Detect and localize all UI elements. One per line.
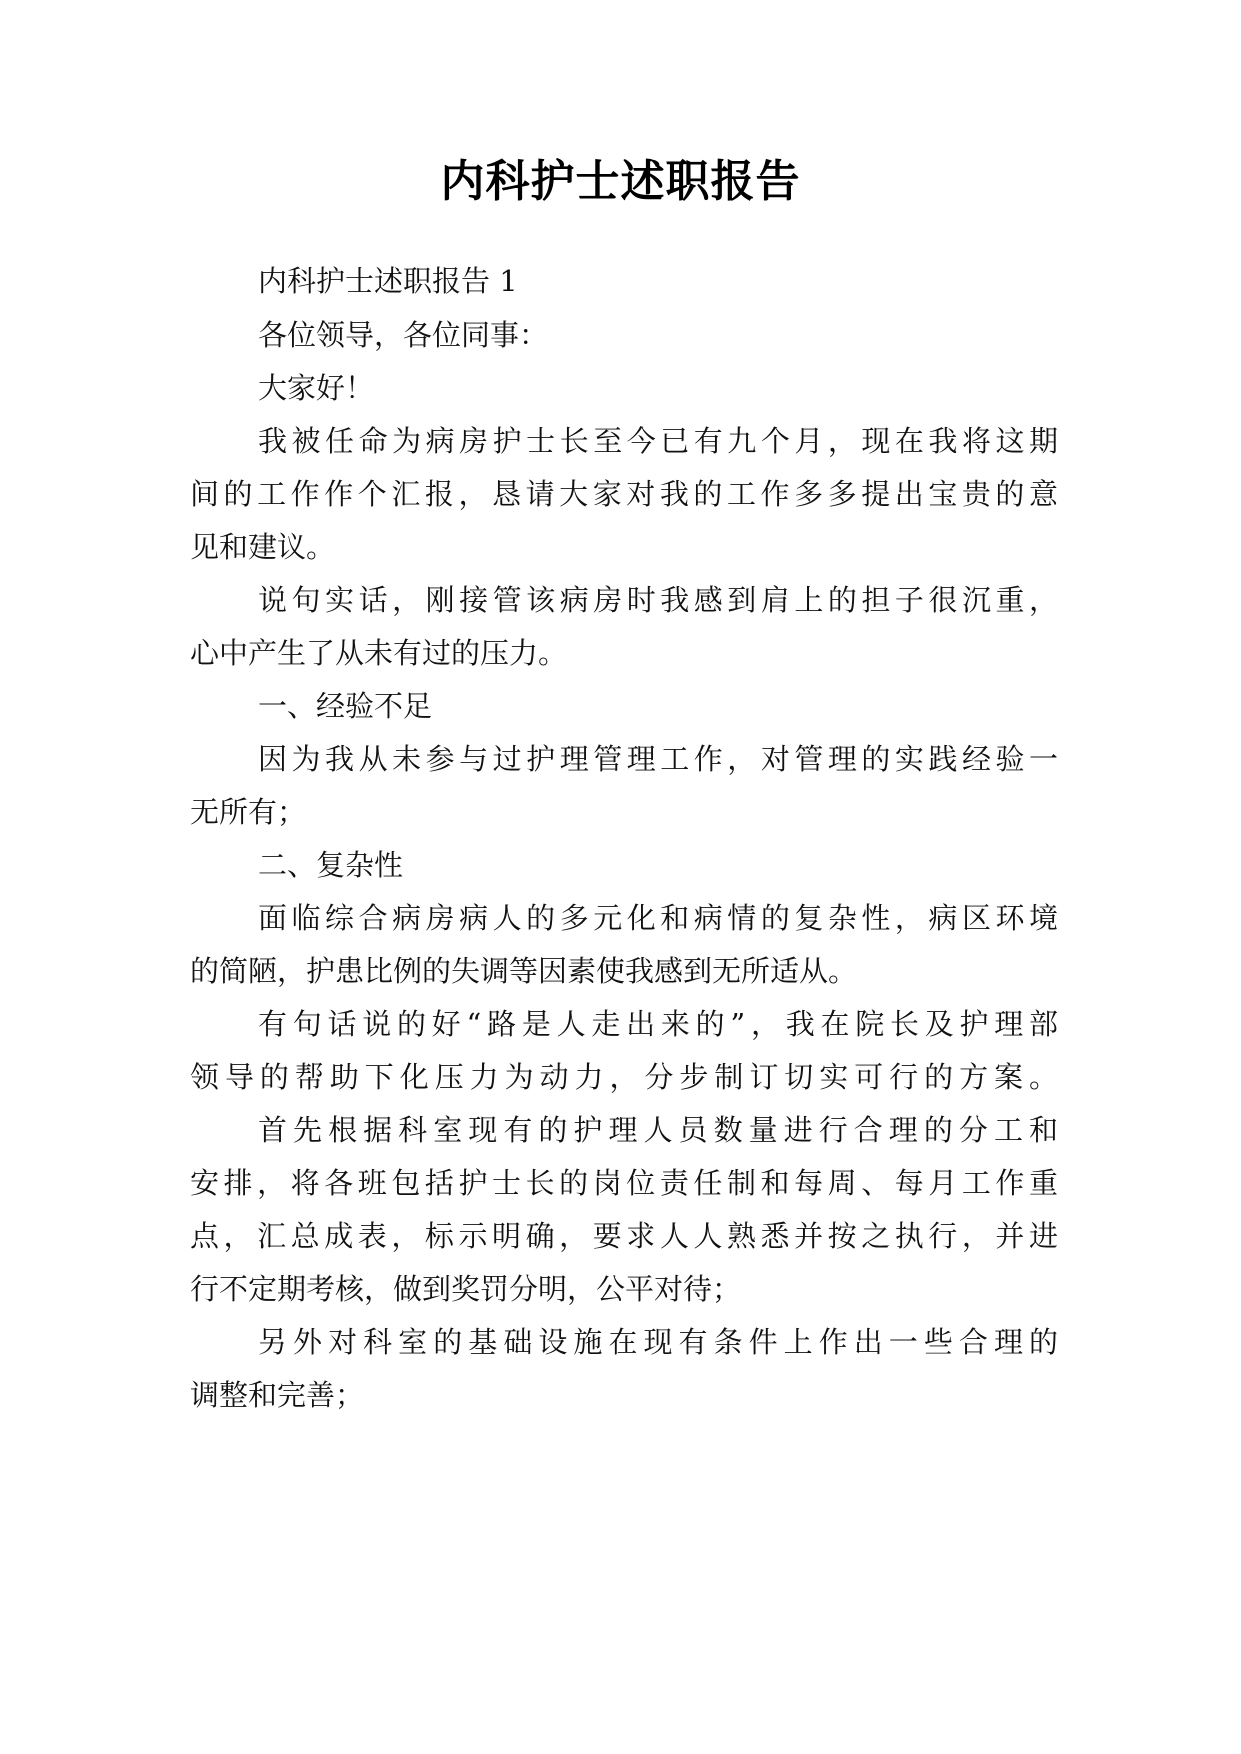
section-heading: 一、经验不足 [258, 689, 433, 723]
paragraph-line: 间的工作作个汇报，恳请大家对我的工作多多提出宝贵的意 [190, 477, 1058, 511]
paragraph-line: 我被任命为病房护士长至今已有九个月，现在我将这期 [258, 424, 1058, 458]
paragraph-line: 因为我从未参与过护理管理工作，对管理的实践经验一 [258, 742, 1058, 776]
paragraph-line: 调整和完善； [190, 1378, 365, 1412]
greeting-line: 大家好！ [258, 371, 375, 405]
report-heading-line: 内科护士述职报告 1 [258, 264, 518, 298]
paragraph-line: 点，汇总成表，标示明确，要求人人熟悉并按之执行，并进 [190, 1219, 1058, 1253]
paragraph-line: 行不定期考核，做到奖罚分明，公平对待； [190, 1272, 742, 1306]
paragraph-line: 面临综合病房病人的多元化和病情的复杂性，病区环境 [258, 901, 1058, 935]
paragraph-line: 有句话说的好“路是人走出来的”，我在院长及护理部 [258, 1007, 1058, 1041]
paragraph-line: 心中产生了从未有过的压力。 [190, 636, 568, 670]
paragraph-line: 的简陋，护患比例的失调等因素使我感到无所适从。 [190, 954, 858, 988]
paragraph-line: 另外对科室的基础设施在现有条件上作出一些合理的 [258, 1325, 1058, 1359]
section-heading: 二、复杂性 [258, 848, 404, 882]
paragraph-line: 首先根据科室现有的护理人员数量进行合理的分工和 [258, 1113, 1058, 1147]
salutation-line: 各位领导，各位同事： [258, 318, 549, 352]
paragraph-line: 说句实话，刚接管该病房时我感到肩上的担子很沉重， [258, 583, 1058, 617]
paragraph-line: 领导的帮助下化压力为动力，分步制订切实可行的方案。 [190, 1060, 1058, 1094]
paragraph-line: 安排，将各班包括护士长的岗位责任制和每周、每月工作重 [190, 1166, 1058, 1200]
paragraph-line: 见和建议。 [190, 530, 336, 564]
paragraph-line: 无所有； [190, 795, 307, 829]
document-title: 内科护士述职报告 [440, 156, 801, 207]
